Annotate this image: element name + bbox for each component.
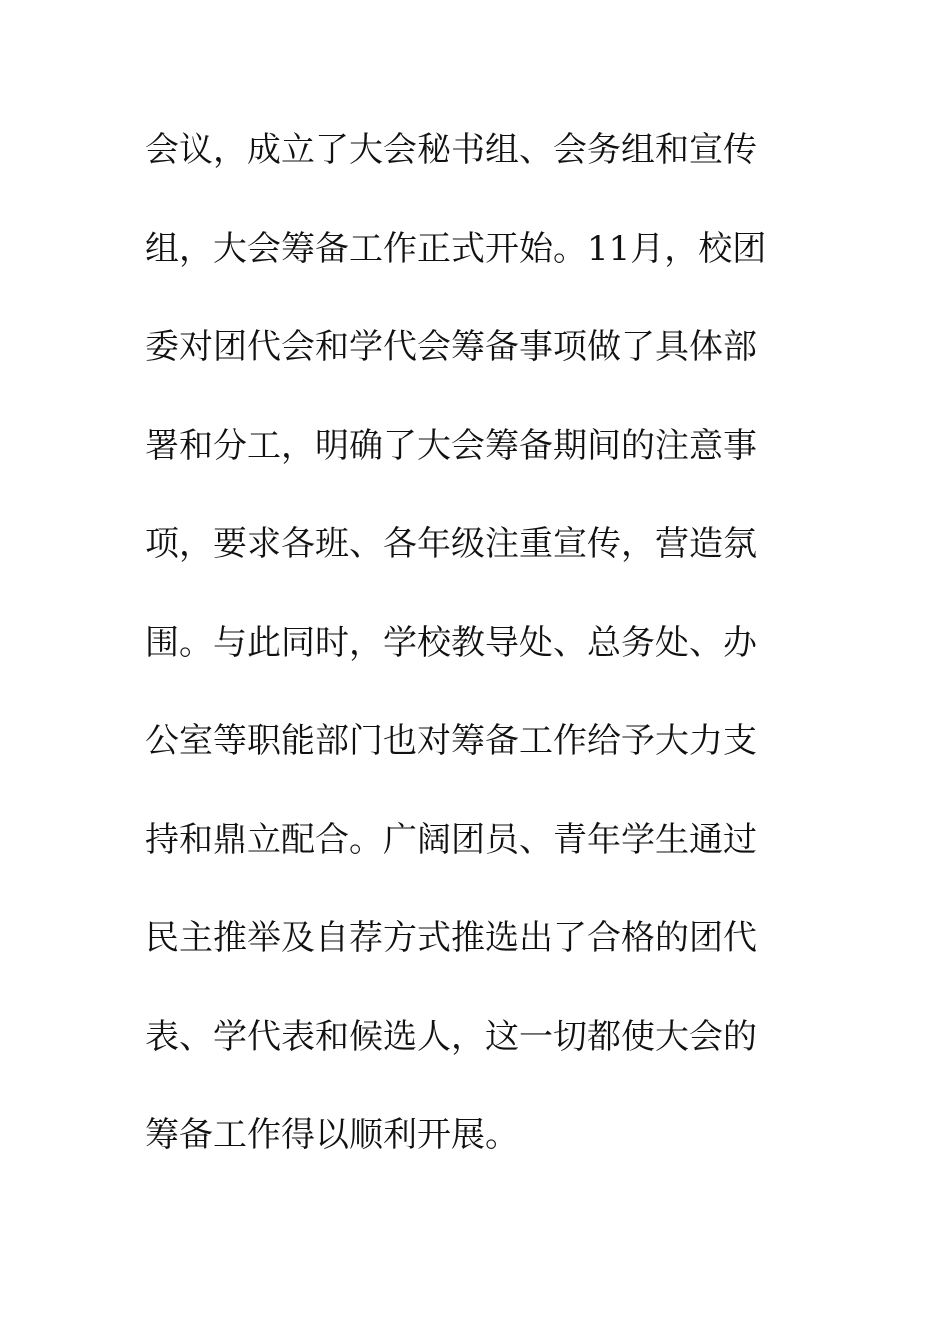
text-line-11: 筹备工作得以顺利开展。 (145, 1115, 519, 1155)
text-line-7: 公室等职能部门也对筹备工作给予大力支 (145, 721, 757, 761)
text-line-6: 围。与此同时，学校教导处、总务处、办 (145, 622, 757, 663)
text-line-2: 组，大会筹备工作正式开始。11月，校团 (145, 228, 767, 269)
text-line-8: 持和鼎立配合。广阔团员、青年学生通过 (145, 819, 757, 860)
text-line-4: 署和分工，明确了大会筹备期间的注意事 (145, 425, 757, 466)
text-line-10: 表、学代表和候选人，这一切都使大会的 (145, 1016, 757, 1057)
text-line-3: 委对团代会和学代会筹备事项做了具体部 (145, 327, 757, 367)
text-line-1: 会议，成立了大会秘书组、会务组和宣传 (145, 130, 757, 170)
text-line-9: 民主推举及自荐方式推选出了合格的团代 (145, 918, 757, 958)
text-line-5: 项，要求各班、各年级注重宣传，营造氛 (145, 524, 757, 564)
body-paragraph (145, 125, 805, 1209)
